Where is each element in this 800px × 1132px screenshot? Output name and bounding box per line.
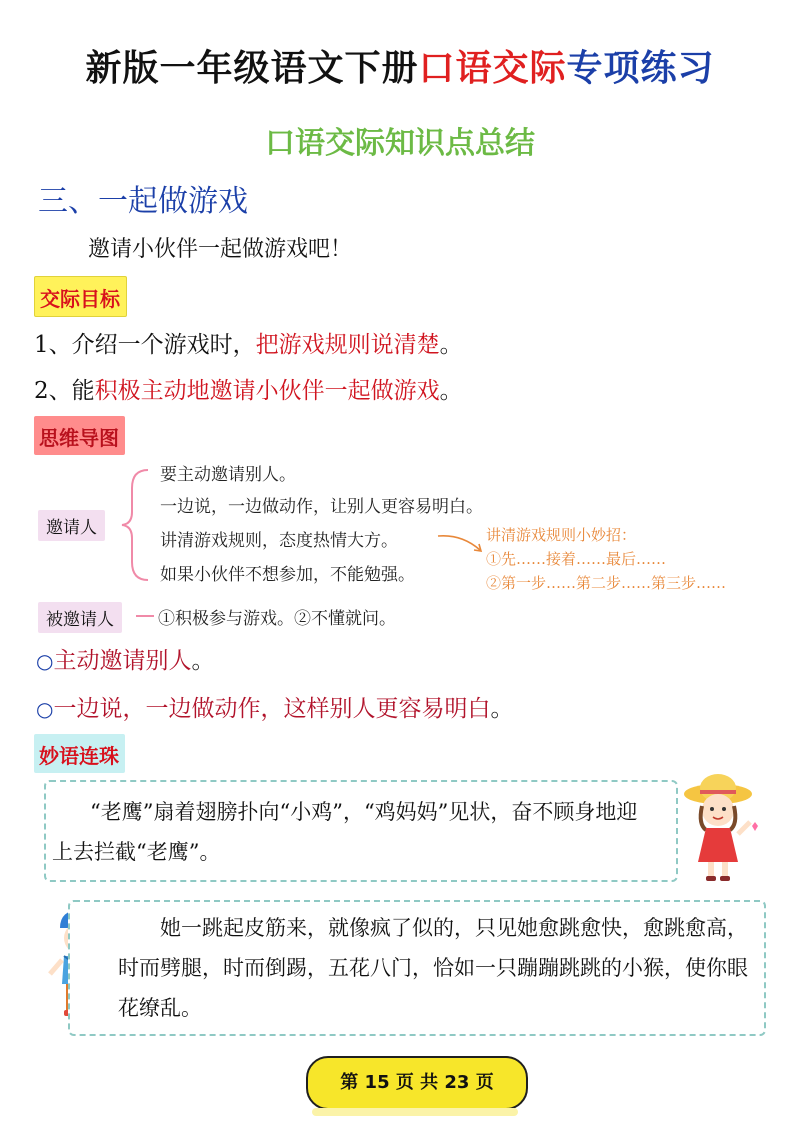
goal-1-prefix: 1、介绍一个游戏时， [34, 332, 256, 358]
footer-shadow [312, 1108, 518, 1116]
inviter-brace [118, 466, 154, 584]
bullet-2-end: 。 [490, 696, 514, 722]
section-intro: 邀请小伙伴一起做游戏吧！ [88, 237, 353, 262]
inviter-point-1: 要主动邀请别人。 [160, 465, 296, 485]
bullet-1 [36, 642, 214, 675]
title-part-1: 新版一年级语文下册 [85, 48, 419, 89]
page-title [0, 40, 800, 91]
bullet-2-symbol: ○ [36, 697, 54, 721]
title-part-3: 专项练习 [566, 48, 715, 89]
page-subtitle: 口语交际知识点总结 [265, 126, 535, 161]
card-2-line-2: 时而劈腿，时而倒踢，五花八门，恰如一只蹦蹦跳跳的小猴，使你眼 [118, 956, 748, 980]
goals-tag: 交际目标 [34, 276, 127, 317]
card-2-line-3: 花缭乱。 [118, 996, 202, 1020]
invitee-label: 被邀请人 [38, 602, 122, 633]
card-2-line-1: 她一跳起皮筋来，就像疯了似的，只见她愈跳愈快，愈跳愈高， [160, 916, 748, 940]
goal-2-suffix: 。 [439, 378, 463, 404]
inviter-point-2: 一边说，一边做动作，让别人更容易明白。 [160, 497, 483, 517]
goal-2-highlight: 积极主动地邀请小伙伴一起做游戏 [94, 378, 440, 404]
girl-illustration [676, 770, 766, 886]
phrases-tag: 妙语连珠 [34, 734, 125, 773]
card-1-line-1: “老鹰”扇着翅膀扑向“小鸡”，“鸡妈妈”见状，奋不顾身地迎 [90, 800, 638, 824]
page-number-badge: 第 15 页 共 23 页 [306, 1056, 528, 1110]
goal-1-highlight: 把游戏规则说清楚 [255, 332, 440, 358]
tip-line-2: ②第一步……第二步……第三步…… [486, 574, 727, 592]
goal-1-suffix: 。 [439, 332, 463, 358]
bullet-1-text: 主动邀请别人 [53, 648, 192, 674]
tip-line-1: ①先……接着……最后…… [486, 550, 667, 568]
inviter-point-4: 如果小伙伴不想参加，不能勉强。 [160, 565, 415, 585]
goal-2-prefix: 2、能 [34, 378, 95, 404]
mindmap-tag: 思维导图 [34, 416, 125, 455]
title-part-2: 口语交际 [418, 48, 567, 89]
invitee-text: ①积极参与游戏。②不懂就问。 [158, 609, 396, 629]
phrase-card-1 [44, 780, 678, 882]
section-heading: 三、一起做游戏 [38, 184, 248, 219]
tip-arrow [436, 530, 486, 556]
invitee-connector [136, 615, 154, 617]
inviter-label: 邀请人 [38, 510, 105, 541]
tip-title: 讲清游戏规则小妙招： [486, 526, 637, 544]
card-1-line-2: 上去拦截“老鹰”。 [52, 840, 221, 864]
goal-item-1 [34, 326, 463, 359]
bullet-2-text: 一边说，一边做动作，这样别人更容易明白 [53, 696, 491, 722]
phrase-card-2 [68, 900, 766, 1036]
bullet-1-symbol: ○ [36, 649, 54, 673]
inviter-point-3: 讲清游戏规则，态度热情大方。 [160, 531, 398, 551]
bullet-1-end: 。 [191, 648, 215, 674]
bullet-2 [36, 690, 513, 723]
goal-item-2 [34, 372, 463, 405]
